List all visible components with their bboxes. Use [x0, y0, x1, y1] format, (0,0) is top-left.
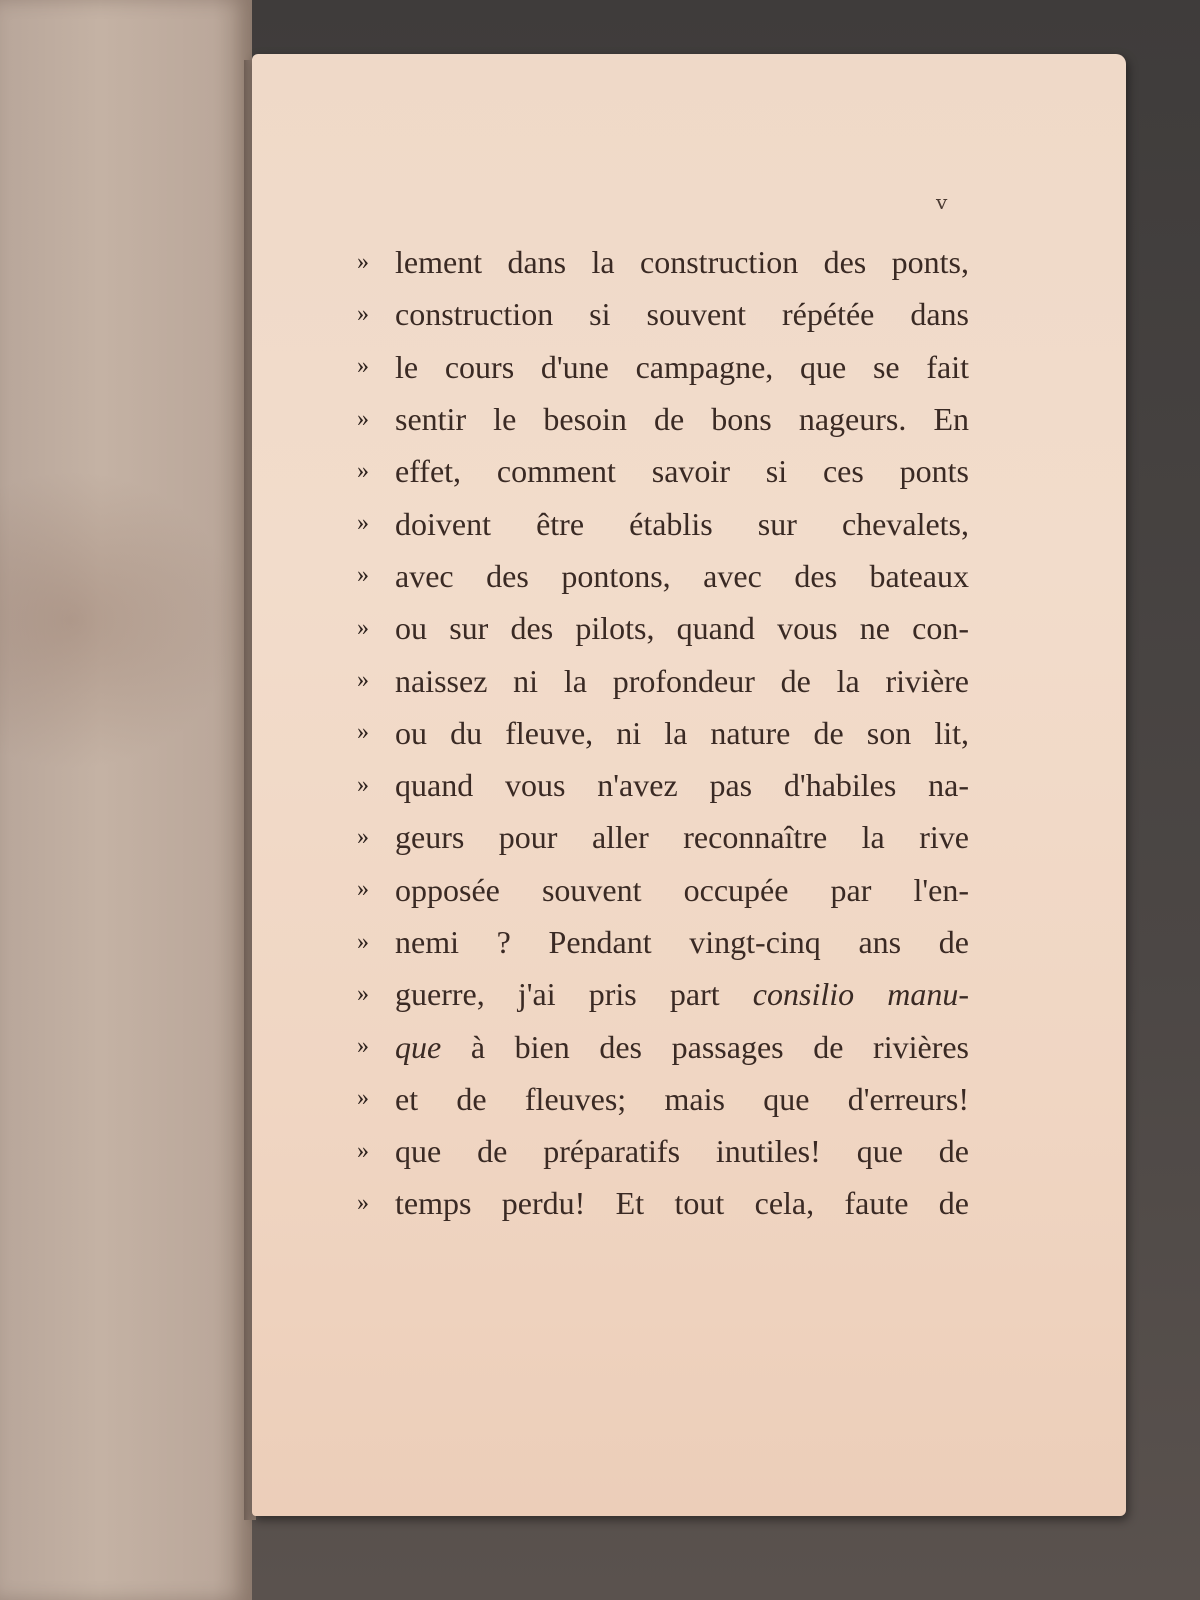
text-line — [357, 393, 969, 445]
book-cover-board — [0, 0, 252, 1600]
text-line — [357, 1125, 969, 1177]
line-text — [395, 1027, 969, 1067]
text-line — [357, 550, 969, 602]
text-line — [357, 341, 969, 393]
quote-mark: » — [357, 1137, 369, 1164]
line-text: quand vous n'avez pas d'habiles na- — [395, 767, 969, 804]
quote-mark: » — [357, 876, 369, 903]
text-line — [357, 288, 969, 340]
text-line — [357, 654, 969, 706]
line-text: ou sur des pilots, quand vous ne con- — [395, 610, 969, 647]
text-line — [357, 1073, 969, 1125]
cover-stain — [0, 470, 240, 770]
text-line — [357, 916, 969, 968]
quote-mark: » — [357, 248, 369, 275]
line-text: avec des pontons, avec des bateaux — [395, 557, 969, 594]
line-text: doivent être établis sur chevalets, — [395, 505, 969, 542]
quote-mark: » — [357, 614, 369, 641]
quote-mark: » — [357, 928, 369, 955]
quote-mark: » — [357, 562, 369, 589]
line-text-roman: à bien des passages de rivières — [441, 1028, 969, 1065]
quote-mark: » — [357, 1189, 369, 1216]
text-line — [357, 1177, 969, 1229]
line-text: opposée souvent occupée par l'en- — [395, 871, 969, 908]
quote-mark: » — [357, 457, 369, 484]
text-line — [357, 1020, 969, 1072]
text-line — [357, 602, 969, 654]
quote-mark: » — [357, 823, 369, 850]
page-number: v — [936, 190, 948, 214]
line-text: temps perdu! Et tout cela, faute de — [395, 1185, 969, 1222]
text-line — [357, 707, 969, 759]
quote-mark: » — [357, 510, 369, 537]
quote-mark: » — [357, 980, 369, 1007]
line-text: effet, comment savoir si ces ponts — [395, 453, 969, 490]
line-text-italic: consilio manu- — [752, 976, 969, 1013]
line-text: nemi ? Pendant vingt-cinq ans de — [395, 924, 969, 960]
text-line — [357, 811, 969, 863]
line-text: sentir le besoin de bons nageurs. En — [395, 401, 969, 438]
line-text: ou du fleuve, ni la nature de son lit, — [395, 714, 969, 751]
quote-mark: » — [357, 1085, 369, 1112]
text-line — [357, 236, 969, 288]
quote-mark: » — [357, 719, 369, 746]
line-text-italic: que — [395, 1028, 442, 1065]
text-line — [357, 864, 969, 916]
text-line — [357, 497, 969, 549]
quote-mark: » — [357, 1033, 369, 1060]
line-text: que de préparatifs inutiles! que de — [395, 1133, 969, 1170]
line-text: et de fleuves; mais que d'erreurs! — [395, 1080, 969, 1117]
line-text — [395, 974, 969, 1014]
line-text: naissez ni la profondeur de la rivière — [395, 662, 969, 699]
quote-mark: » — [357, 405, 369, 432]
text-line — [357, 968, 969, 1020]
text-line — [357, 759, 969, 811]
quote-mark: » — [357, 300, 369, 327]
quote-mark: » — [357, 667, 369, 694]
line-text: construction si souvent répétée dans — [395, 296, 969, 333]
quote-mark: » — [357, 353, 369, 380]
line-text: le cours d'une campagne, que se fait — [395, 348, 969, 385]
quote-mark: » — [357, 771, 369, 798]
text-line — [357, 445, 969, 497]
line-text-roman: guerre, j'ai pris part — [395, 976, 753, 1013]
text-block — [357, 236, 969, 1230]
line-text: lement dans la construction des ponts, — [395, 244, 969, 281]
line-text: geurs pour aller reconnaître la rive — [395, 819, 969, 856]
